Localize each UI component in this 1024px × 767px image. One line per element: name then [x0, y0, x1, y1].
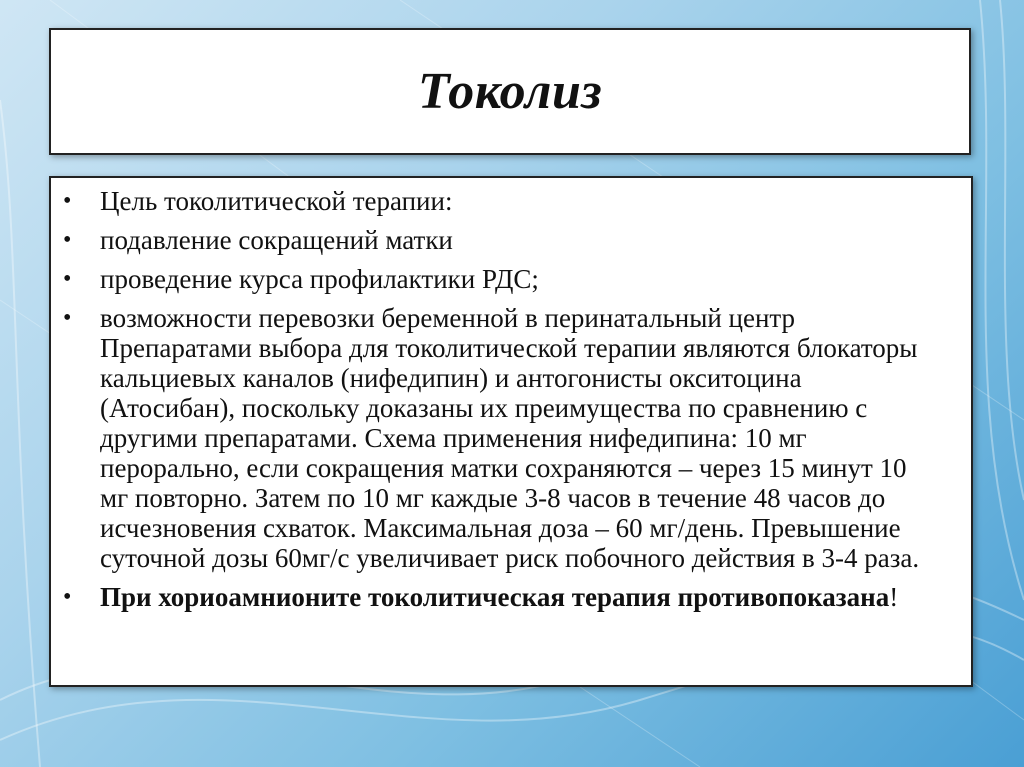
list-item-text: проведение курса профилактики РДС; — [100, 264, 539, 294]
bullet-list — [51, 186, 941, 612]
list-item — [51, 303, 941, 573]
list-item — [51, 264, 941, 294]
list-item-suffix: ! — [889, 582, 899, 612]
list-item-bold-text: При хориоамнионите токолитическая терапия противопоказана — [100, 582, 890, 612]
list-item — [51, 186, 941, 216]
bullet-icon: • — [63, 227, 72, 253]
title-box — [49, 28, 971, 155]
list-item-text: Цель токолитической терапии: — [100, 186, 453, 216]
slide-title: Токолиз — [417, 63, 603, 120]
bullet-icon: • — [63, 584, 72, 610]
bullet-icon: • — [63, 266, 72, 292]
list-item — [51, 582, 941, 612]
bullet-icon: • — [63, 188, 72, 214]
list-item-text: подавление сокращений матки — [100, 225, 453, 255]
list-item — [51, 225, 941, 255]
content-box — [49, 176, 973, 687]
bullet-icon: • — [63, 305, 72, 331]
list-item-text: возможности перевозки беременной в перинатальный центр Препаратами выбора для токолитической терапии являются блокаторы кальциевых каналов (нифедипин) и антогонисты окситоцина (Атосибан), поскольку доказаны их преимущества по сравнению с другими препаратами. Схема применения нифедипина: 10 мг перорально, если сокращения матки сохраняются – через 15 минут 10 мг повторно. Затем по 10 мг каждые 3-8 часов в течение 48 часов до исчезновения схваток. Максимальная доза – 60 мг/день. Превышение суточной дозы 60мг/с увеличивает риск побочного действия в 3-4 раза. — [100, 303, 920, 573]
